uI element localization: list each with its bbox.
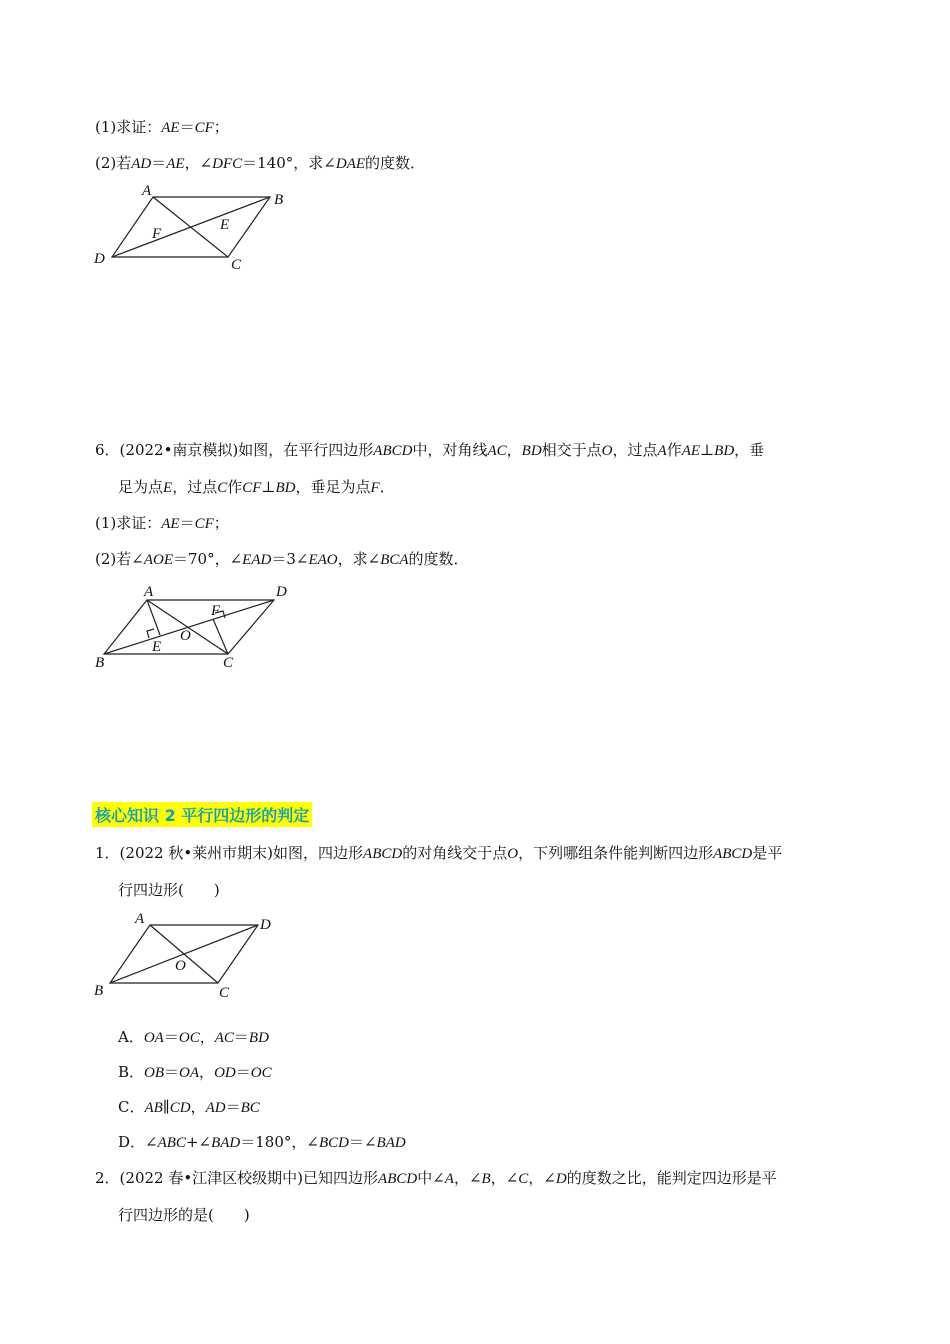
k1-option-b[interactable]: B．OB＝OA，OD＝OC	[118, 1063, 272, 1081]
q6-label-B: B	[95, 655, 105, 671]
q5-label-A: A	[142, 183, 152, 199]
q6-label-C: C	[223, 655, 234, 671]
k1-label-D: D	[260, 917, 271, 933]
q6-stem-line2: 足为点E，过点C作CF⊥BD，垂足为点F．	[118, 478, 395, 496]
k1-label-B: B	[94, 983, 104, 999]
k1-label-C: C	[219, 985, 230, 1000]
q6-label-A: A	[144, 584, 154, 600]
q6-part1: (1)求证：AE＝CF；	[95, 514, 229, 532]
k1-option-d[interactable]: D．∠ABC+∠BAD＝180°，∠BCD＝∠BAD	[118, 1133, 406, 1151]
k1-option-a[interactable]: A．OA＝OC，AC＝BD	[118, 1028, 269, 1046]
q6-stem-line1: 6．(2022•南京模拟)如图，在平行四边形ABCD中，对角线AC，BD相交于点O，过点A作AE⊥BD，垂	[95, 441, 765, 459]
q6-label-F: F	[211, 603, 221, 619]
k2-stem-line1: 2．(2022 春•江津区校级期中)已知四边形ABCD中∠A，∠B，∠C，∠D的度数之比，能判定四边形是平	[95, 1169, 777, 1187]
q5-part2: (2)若AD＝AE，∠DFC＝140°，求∠DAE的度数．	[95, 154, 426, 172]
q6-part2: (2)若∠AOE＝70°，∠EAD＝3∠EAO，求∠BCA的度数．	[95, 550, 469, 568]
k1-figure	[90, 905, 290, 1000]
k2-stem-line2: 行四边形的是( )	[118, 1206, 250, 1224]
q5-label-F: F	[152, 226, 162, 242]
q5-part1: (1)求证：AE＝CF；	[95, 118, 229, 136]
q5-label-E: E	[220, 217, 230, 233]
k1-stem-line1: 1．(2022 秋•莱州市期末)如图，四边形ABCD的对角线交于点O，下列哪组条件能判断四边形ABCD是平	[95, 844, 783, 862]
q6-label-O: O	[180, 628, 191, 644]
q6-figure	[90, 580, 300, 675]
q5-label-D: D	[94, 251, 105, 267]
k1-label-O: O	[175, 958, 186, 974]
k1-label-A: A	[135, 911, 145, 927]
q5-figure	[90, 180, 300, 275]
q5-label-B: B	[274, 192, 284, 208]
q5-label-C: C	[231, 257, 242, 273]
k1-option-c[interactable]: C．AB∥CD，AD＝BC	[118, 1098, 260, 1116]
section-heading: 核心知识 2 平行四边形的判定	[92, 802, 312, 827]
k1-stem-line2: 行四边形( )	[118, 881, 220, 899]
q6-label-E: E	[152, 639, 162, 655]
q6-label-D: D	[276, 584, 287, 600]
